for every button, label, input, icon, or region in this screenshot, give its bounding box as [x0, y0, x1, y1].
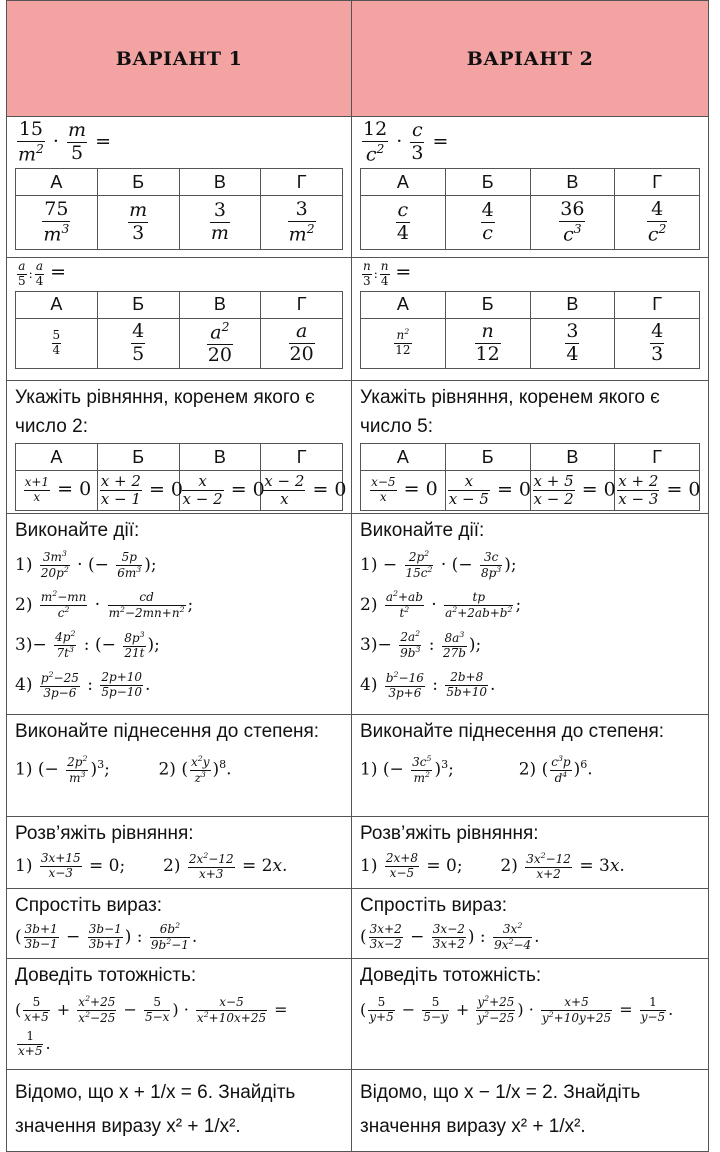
option-letter: Б [445, 169, 530, 196]
option-letter: Б [97, 169, 179, 196]
v2-task-4-title: Виконайте дії: [360, 520, 485, 541]
v2-task-6-title: Розв’яжіть рівняння: [360, 823, 539, 844]
option-letter: А [16, 444, 98, 471]
v1-task-2: $\frac{a}{5}$ : $\frac{a}{4}$ = А Б В Г $\frac{5}{4}$ $\frac{4}{5}$ $\frac{a^2}{20}$ $\frac{a}{20}$ [7, 258, 352, 381]
option-g[interactable]: $\frac{4}{c^2}$ [615, 196, 700, 250]
header-row [7, 1, 709, 117]
option-letter: А [361, 444, 446, 471]
option-letter: В [179, 444, 261, 471]
variants-table [6, 0, 709, 1152]
option-b[interactable]: $\frac{x + 2}{x - 1}$ = 0 [97, 471, 179, 511]
v1-task-9 [7, 1070, 352, 1152]
v1-task-7-title: Спростіть вираз: [15, 895, 163, 916]
v1-task-9-text: Відомо, що x + 1/x = 6. Знайдіть значення виразу x² + 1/x². [15, 1082, 296, 1137]
option-letter: Г [261, 169, 343, 196]
option-letter: Г [615, 291, 700, 318]
v2-task-2: $\frac{n}{3}$ : $\frac{n}{4}$ = А Б В Г $\frac{n^2}{12}$ $\frac{n}{12}$ $\frac{3}{4}$ $\frac{4}{3}$ [352, 258, 709, 381]
task-row-3 [7, 381, 709, 514]
option-letter: В [179, 291, 261, 318]
v2-task-8-title: Доведіть тотожність: [360, 965, 542, 986]
v2-task-2-options [360, 291, 700, 369]
option-v[interactable]: $\frac{x + 5}{x - 2}$ = 0 [530, 471, 615, 511]
v2-task-5-title: Виконайте піднесення до степеня: [360, 721, 665, 742]
option-letter: В [530, 291, 615, 318]
v2-task-7: Спростіть вираз: ( $\frac{3x+2}{3x-2}$ − $\frac{3x-2}{3x+2}$ ) : $\frac{3x^2}{9x^2-4}$ . [352, 889, 709, 959]
v2-task-3-question: Укажіть рівняння, коренем якого є число 5: [360, 387, 660, 437]
option-letter: А [361, 291, 446, 318]
v1-task-3 [7, 381, 352, 514]
v1-task-1-options [15, 168, 343, 250]
option-letter: Г [261, 444, 343, 471]
option-b[interactable]: $\frac{4}{c}$ [445, 196, 530, 250]
v1-task-7: Спростіть вираз: ( $\frac{3b+1}{3b-1}$ − $\frac{3b-1}{3b+1}$ ) : $\frac{6b^2}{9b^2-1}$ . [7, 889, 352, 959]
task-row-7 [7, 889, 709, 959]
option-letter: В [179, 169, 261, 196]
task-row-9 [7, 1070, 709, 1152]
v2-task-1-options [360, 168, 700, 250]
option-letter: Б [445, 444, 530, 471]
option-g[interactable]: $\frac{x + 2}{x - 3}$ = 0 [615, 471, 700, 511]
task-row-4 [7, 514, 709, 715]
option-v[interactable]: $\frac{x}{x - 2}$ = 0 [179, 471, 261, 511]
variant-1-title: ВАРІАНТ 1 [7, 1, 352, 117]
option-v[interactable]: $\frac{a^2}{20}$ [179, 318, 261, 368]
v1-task-2-options [15, 291, 343, 369]
option-v[interactable]: $\frac{3}{m}$ [179, 196, 261, 250]
option-b[interactable]: $\frac{m}{3}$ [97, 196, 179, 250]
task-row-6 [7, 817, 709, 889]
v1-task-6-title: Розв’яжіть рівняння: [15, 823, 194, 844]
option-b[interactable]: $\frac{4}{5}$ [97, 318, 179, 368]
v1-task-6: Розв’яжіть рівняння: 1) $\frac{3x+15}{x-3}$ = 0; 2) $\frac{2x^2-12}{x+3}$ = 2x. [7, 817, 352, 889]
v1-task-1: $\frac{15}{m^2}$ · $\frac{m}{5}$ = А Б В Г $\frac{75}{m^3}$ $\frac{m}{3}$ $\frac{3}{m}$ $\frac{3}{m^2}$ [7, 117, 352, 258]
v2-task-9-text: Відомо, що x − 1/x = 2. Знайдіть значення виразу x² + 1/x². [360, 1082, 641, 1137]
v1-task-4-title: Виконайте дії: [15, 520, 140, 541]
option-letter: В [530, 169, 615, 196]
option-letter: Г [615, 169, 700, 196]
option-a[interactable]: $\frac{x+1}{x}$ = 0 [16, 471, 98, 511]
option-letter: А [16, 291, 98, 318]
option-letter: Г [261, 291, 343, 318]
option-letter: Б [97, 291, 179, 318]
v1-task-3-question: Укажіть рівняння, коренем якого є число 2: [15, 387, 315, 437]
option-letter: Г [615, 444, 700, 471]
option-letter: А [361, 169, 446, 196]
option-g[interactable]: $\frac{a}{20}$ [261, 318, 343, 368]
option-g[interactable]: $\frac{3}{m^2}$ [261, 196, 343, 250]
v1-task-4: Виконайте дії: 1) $\frac{3m^3}{20p^2}$ · (− $\frac{5p}{6m^3}$ ); 2) $\frac{m^2-mn}{c^2}$ · $\frac{cd}{m^2-2mn+n^2}$ ; 3)− $\frac{4p^2}{7t^3}$ : (− $\frac{8p^3}{21t}$ ); 4) $\frac{p^2-25}{3p-6}$ : $\frac{2p+10}{5p-10}$ . [7, 514, 352, 715]
option-letter: Б [97, 444, 179, 471]
v2-task-9 [352, 1070, 709, 1152]
option-a[interactable]: $\frac{5}{4}$ [16, 318, 98, 368]
option-v[interactable]: $\frac{3}{4}$ [530, 318, 615, 368]
task-row-1 [7, 117, 709, 258]
v2-task-4: Виконайте дії: 1) − $\frac{2p^2}{15c^2}$ · (− $\frac{3c}{8p^3}$ ); 2) $\frac{a^2+ab}{t^2}$ · $\frac{tp}{a^2+2ab+b^2}$ ; 3)− $\frac{2a^2}{9b^3}$ : $\frac{8a^3}{27b}$ ); 4) $\frac{b^2-16}{3p+6}$ : $\frac{2b+8}{5b+10}$ . [352, 514, 709, 715]
v1-task-8-title: Доведіть тотожність: [15, 965, 197, 986]
v1-task-8: Доведіть тотожність: ( $\frac{5}{x+5}$ + $\frac{x^2+25}{x^2-25}$ − $\frac{5}{5-x}$ ) · $\frac{x-5}{x^2+10x+25}$ = $\frac{1}{x+5}$ . [7, 959, 352, 1070]
option-letter: Б [445, 291, 530, 318]
v1-task-5: Виконайте піднесення до степеня: 1) (− $\frac{2p^2}{m^3}$ )$^3$; 2) ( $\frac{x^2y}{z^3}$ )$^8$. [7, 715, 352, 817]
option-a[interactable]: $\frac{75}{m^3}$ [16, 196, 98, 250]
option-a[interactable]: $\frac{c}{4}$ [361, 196, 446, 250]
option-a[interactable]: $\frac{x-5}{x}$ = 0 [361, 471, 446, 511]
option-v[interactable]: $\frac{36}{c^3}$ [530, 196, 615, 250]
v2-task-5: Виконайте піднесення до степеня: 1) (− $\frac{3c^5}{m^2}$ )$^3$; 2) ( $\frac{c^3p}{d^4}$ )$^6$. [352, 715, 709, 817]
v2-task-3-options [360, 443, 700, 511]
v2-task-3 [352, 381, 709, 514]
v2-task-6: Розв’яжіть рівняння: 1) $\frac{2x+8}{x-5}$ = 0; 2) $\frac{3x^2-12}{x+2}$ = 3x. [352, 817, 709, 889]
v2-task-1: $\frac{12}{c^2}$ · $\frac{c}{3}$ = А Б В Г $\frac{c}{4}$ $\frac{4}{c}$ $\frac{36}{c^3}$ $\frac{4}{c^2}$ [352, 117, 709, 258]
option-letter: А [16, 169, 98, 196]
v2-task-7-title: Спростіть вираз: [360, 895, 508, 916]
option-b[interactable]: $\frac{x}{x - 5}$ = 0 [445, 471, 530, 511]
task-row-8 [7, 959, 709, 1070]
option-b[interactable]: $\frac{n}{12}$ [445, 318, 530, 368]
option-a[interactable]: $\frac{n^2}{12}$ [361, 318, 446, 368]
v2-task-8: Доведіть тотожність: ( $\frac{5}{y+5}$ − $\frac{5}{5-y}$ + $\frac{y^2+25}{y^2-25}$ ) · $\frac{x+5}{y^2+10y+25}$ = $\frac{1}{y-5}$ . [352, 959, 709, 1070]
option-g[interactable]: $\frac{x - 2}{x}$ = 0 [261, 471, 343, 511]
task-row-5 [7, 715, 709, 817]
task-row-2 [7, 258, 709, 381]
option-g[interactable]: $\frac{4}{3}$ [615, 318, 700, 368]
variant-2-title: ВАРІАНТ 2 [352, 1, 709, 117]
option-letter: В [530, 444, 615, 471]
v1-task-5-title: Виконайте піднесення до степеня: [15, 721, 320, 742]
v1-task-3-options [15, 443, 347, 511]
